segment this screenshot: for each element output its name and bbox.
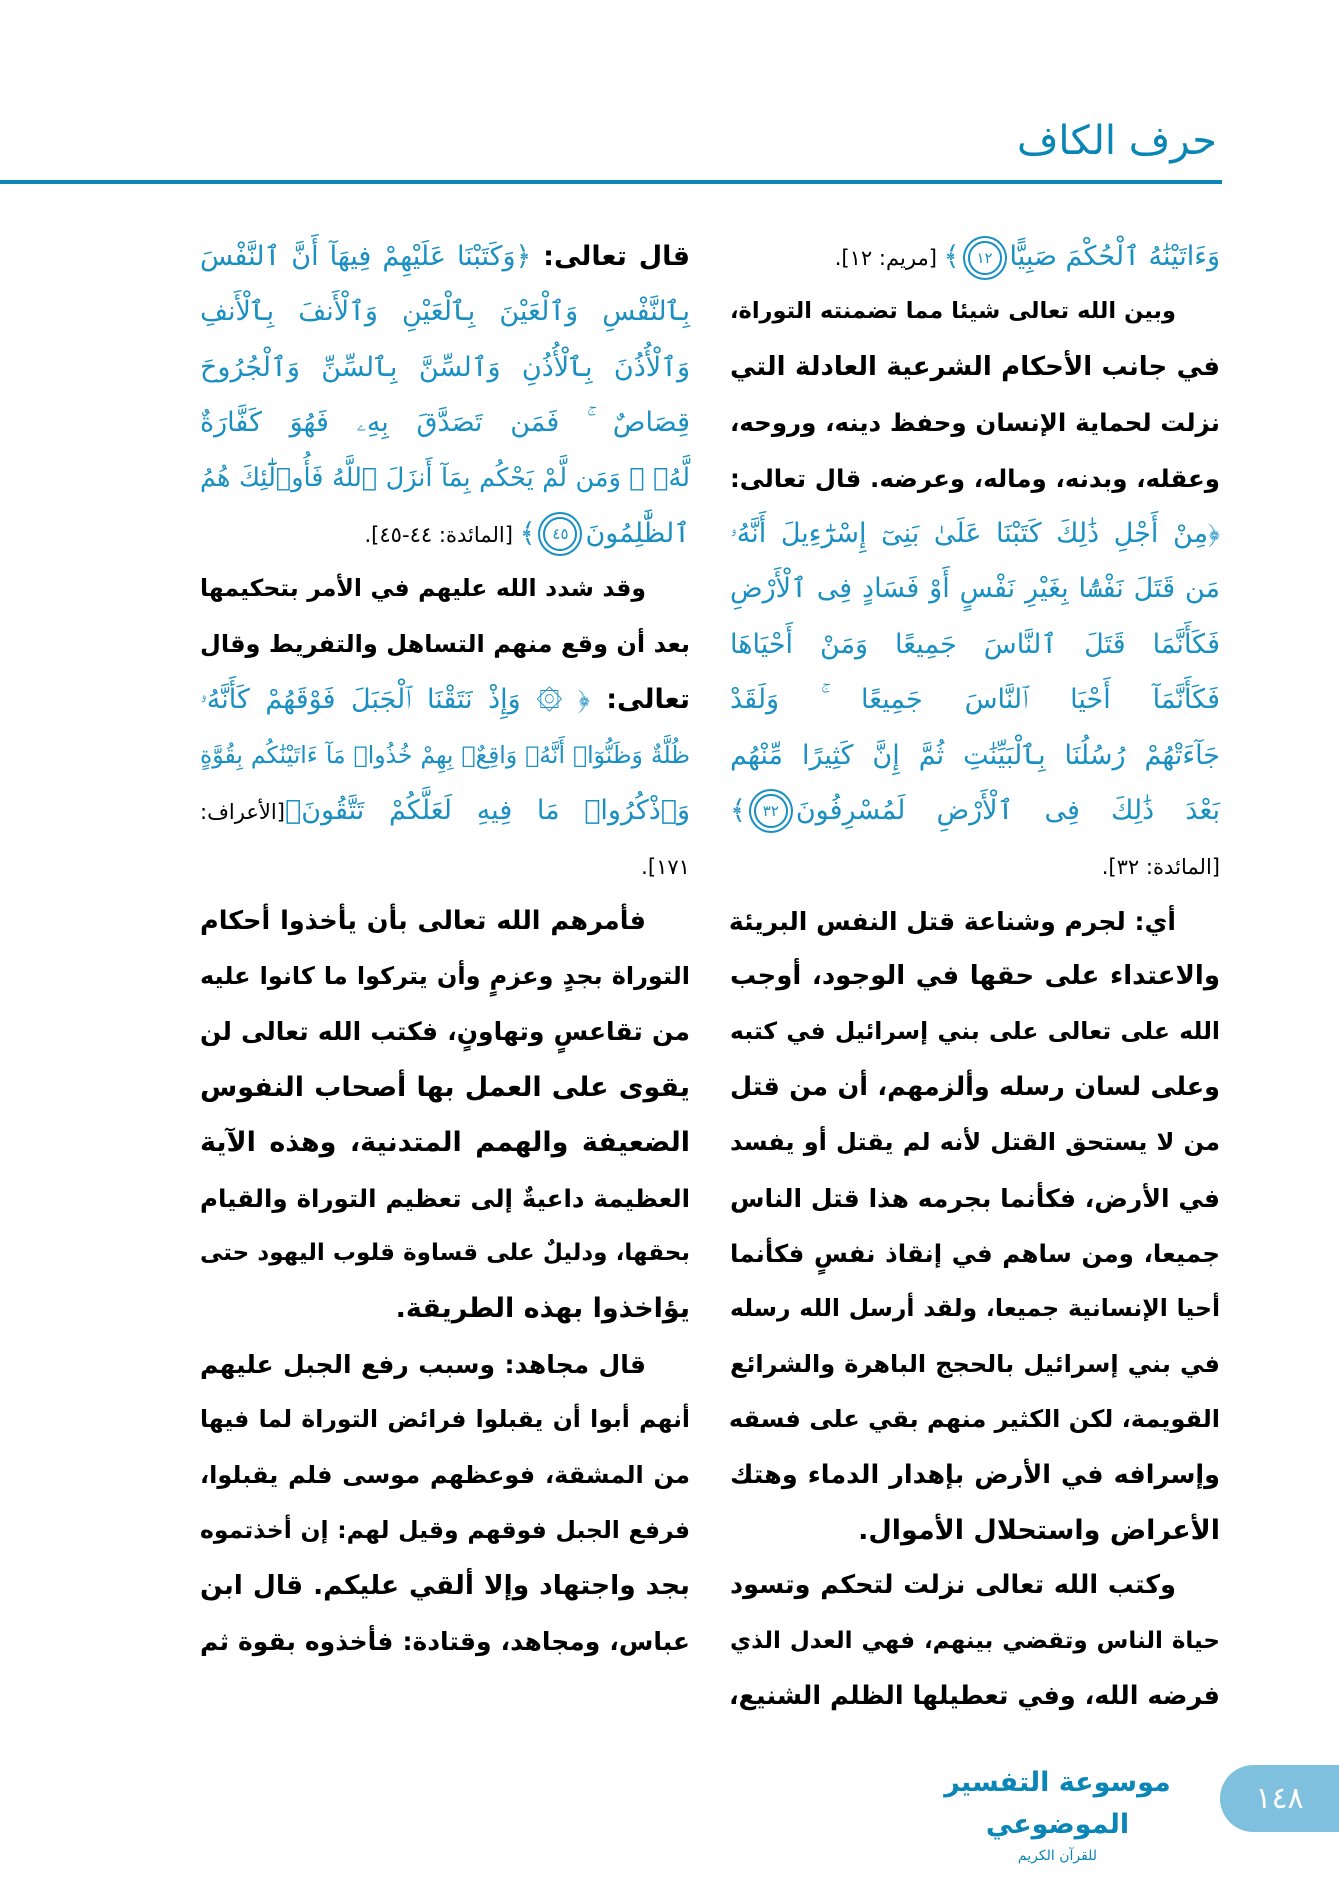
citation-reference: [المائدة: ٣٢]. bbox=[1101, 854, 1220, 880]
text-line bbox=[730, 783, 1220, 838]
text-line bbox=[730, 451, 1220, 506]
text-line bbox=[200, 728, 690, 783]
text-line bbox=[730, 506, 1220, 561]
body-text: في جانب الأحكام الشرعية العادلة التي bbox=[730, 351, 1220, 382]
quran-text: ﴿وَكَتَبْنَا عَلَيْهِمْ فِيهَآ أَنَّ ٱلنَّفْسَ bbox=[200, 241, 532, 272]
body-text: الأعراض واستحلال الأموال. bbox=[858, 1514, 1220, 1546]
logo-subtitle: للقرآن الكريم bbox=[1017, 1848, 1098, 1864]
body-text: بحقها، ودليلٌ على قساوة قلوب اليهود حتى bbox=[200, 1240, 690, 1267]
body-text: في بني إسرائيل بالحجج الباهرة والشرائع bbox=[730, 1349, 1220, 1378]
text-line bbox=[200, 1226, 690, 1281]
body-text: أي: لجرم وشناعة قتل النفس البريئة bbox=[728, 906, 1176, 936]
text-line bbox=[730, 1004, 1220, 1059]
body-text: عباس، ومجاهد، وقتادة: فأخذوه بقوة ثم bbox=[200, 1626, 690, 1656]
text-line bbox=[730, 1392, 1220, 1447]
body-text: في الأرض، فكأنما بجرمه هذا قتل الناس bbox=[730, 1183, 1220, 1213]
quran-text: قِصَاصٌ ۚ فَمَن تَصَدَّقَ بِهِۦ فَهُوَ كَفَّارَةٌ bbox=[200, 407, 690, 439]
body-text: أنهم أبوا أن يقبلوا فرائض التوراة لما فيها bbox=[200, 1405, 690, 1434]
citation-reference: ١٧١]. bbox=[641, 854, 690, 880]
text-line bbox=[730, 728, 1220, 783]
text-line bbox=[200, 617, 690, 672]
quran-text: مَن قَتَلَ نَفْسًۢا بِغَيْرِ نَفْسٍ أَوْ فَسَادٍ فِى ٱلْأَرْضِ bbox=[730, 573, 1220, 605]
text-line bbox=[730, 395, 1220, 450]
body-text: القويمة، لكن الكثير منهم بقي على فسقه bbox=[728, 1405, 1220, 1434]
body-text: أحيا الإنسانية جميعا، ولقد أرسل الله رسله bbox=[730, 1294, 1220, 1323]
text-line bbox=[730, 284, 1220, 339]
text-line bbox=[200, 395, 690, 450]
ornate-bracket: ﴾ bbox=[943, 241, 960, 272]
text-line bbox=[200, 1171, 690, 1226]
text-line bbox=[730, 1060, 1220, 1115]
ornate-bracket: ﴾ bbox=[519, 517, 536, 549]
text-line bbox=[200, 284, 690, 339]
body-text: من المشقة، فوعظهم موسى فلم يقبلوا، bbox=[200, 1460, 690, 1489]
text-line bbox=[200, 894, 690, 949]
body-text: فأمرهم الله تعالى بأن يأخذوا أحكام bbox=[200, 905, 646, 936]
text-line bbox=[730, 1448, 1220, 1503]
body-text: الضعيفة والهمم المتدنية، وهذه الآية bbox=[200, 1127, 690, 1159]
body-text: بعد أن وقع منهم التساهل والتفريط وقال bbox=[200, 629, 690, 658]
body-text: من تقاعسٍ وتهاونٍ، فكتب الله تعالى لن bbox=[200, 1017, 690, 1047]
quran-text: فَكَأَنَّمَا قَتَلَ ٱلنَّاسَ جَمِيعًا وَمَنْ أَحْيَاهَا bbox=[730, 628, 1220, 660]
encyclopedia-logo bbox=[930, 1762, 1185, 1864]
verse-number-marker: ١٢ bbox=[968, 241, 1002, 275]
text-line bbox=[200, 783, 690, 838]
body-text: وعلى لسان رسله وألزمهم، أن من قتل bbox=[730, 1071, 1220, 1102]
citation-reference: [مريم: ١٢]. bbox=[834, 245, 944, 270]
quran-text: لَّهُۥ ۚ وَمَن لَّمْ يَحْكُم بِمَآ أَنزَلَ ٱللَّهُ فَأُو۟لَٰٓئِكَ هُمُ bbox=[200, 462, 690, 493]
body-text: وكتب الله تعالى نزلت لتحكم وتسود bbox=[730, 1570, 1176, 1601]
quran-text: فَكَأَنَّمَآ أَحْيَا ٱلنَّاسَ جَمِيعًا ۚ وَلَقَدْ bbox=[730, 684, 1220, 716]
text-line bbox=[730, 838, 1220, 893]
text-line bbox=[200, 949, 690, 1004]
logo-title: موسوعة التفسير الموضوعي bbox=[944, 1767, 1171, 1840]
quran-text: جَآءَتْهُمْ رُسُلُنَا بِٱلْبَيِّنَٰتِ ثُمَّ إِنَّ كَثِيرًا مِّنْهُم bbox=[730, 739, 1220, 771]
quran-text: ٱلظَّٰلِمُونَ bbox=[585, 517, 690, 549]
text-line bbox=[200, 340, 690, 395]
ornate-bracket: ﴾ bbox=[730, 794, 746, 826]
chapter-title: حرف الكاف bbox=[1016, 118, 1217, 164]
body-text: من لا يستحق القتل لأنه لم يقتل أو يفسد bbox=[730, 1128, 1220, 1157]
body-text: حياة الناس وتقضي بينهم، فهي العدل الذي bbox=[730, 1627, 1220, 1654]
text-line bbox=[200, 1281, 690, 1336]
quran-text: وَٱذْكُرُوا۟ مَا فِيهِ لَعَلَّكُمْ تَتَّقُونَ﴾ bbox=[285, 794, 690, 826]
body-text: نزلت لحماية الإنسان وحفظ دينه، وروحه، bbox=[730, 408, 1220, 438]
body-text: قال تعالى: bbox=[531, 241, 690, 272]
quran-text: وَٱلْأُذُنَ بِٱلْأُذُنِ وَٱلسِّنَّ بِٱلسِّنِّ وَٱلْجُرُوحَ bbox=[200, 351, 690, 383]
body-text: فرضه الله، وفي تعطيلها الظلم الشنيع، bbox=[728, 1681, 1220, 1712]
text-line bbox=[200, 1558, 690, 1613]
text-line bbox=[200, 1448, 690, 1503]
left-column bbox=[200, 229, 690, 1669]
text-line bbox=[730, 1614, 1220, 1669]
header-divider bbox=[0, 180, 1222, 184]
text-line bbox=[730, 1115, 1220, 1170]
quran-text: ظُلَّةٌ وَظَنُّوٓا۟ أَنَّهُۥ وَاقِعٌۢ بِهِمْ خُذُوا۟ مَآ ءَاتَيْنَٰكُم بِقُوَّةٍ bbox=[200, 740, 690, 769]
text-line bbox=[200, 229, 690, 284]
quran-text: ﴿ ۞ وَإِذْ نَتَقْنَا ٱلْجَبَلَ فَوْقَهُمْ كَأَنَّهُۥ bbox=[200, 684, 590, 716]
text-line bbox=[200, 1503, 690, 1558]
body-text: والاعتداء على حقها في الوجود، أوجب bbox=[730, 961, 1220, 992]
body-text: العظيمة داعيةٌ إلى تعظيم التوراة والقيام bbox=[200, 1183, 690, 1213]
text-line bbox=[200, 1614, 690, 1669]
page-number-badge: ١٤٨ bbox=[1220, 1765, 1339, 1832]
quran-text: وَءَاتَيْنَٰهُ ٱلْحُكْمَ صَبِيًّا bbox=[1009, 241, 1220, 272]
text-line bbox=[730, 617, 1220, 672]
text-line bbox=[730, 1226, 1220, 1281]
verse-number-marker: ٣٢ bbox=[754, 794, 788, 828]
quran-text: بِٱلنَّفْسِ وَٱلْعَيْنَ بِٱلْعَيْنِ وَٱلْأَنفَ بِٱلْأَنفِ bbox=[200, 296, 690, 328]
text-line bbox=[730, 561, 1220, 616]
body-text: بجد واجتهاد وإلا ألقي عليكم. قال ابن bbox=[200, 1570, 690, 1602]
text-line bbox=[730, 1503, 1220, 1558]
body-text: قال مجاهد: وسبب رفع الجبل عليهم bbox=[200, 1349, 646, 1379]
quran-text: بَعْدَ ذَٰلِكَ فِى ٱلْأَرْضِ لَمُسْرِفُونَ bbox=[795, 794, 1220, 826]
right-column bbox=[730, 229, 1220, 1725]
body-text: تعالى: bbox=[589, 684, 691, 716]
body-text: يؤاخذوا بهذه الطريقة. bbox=[395, 1293, 690, 1325]
text-line bbox=[200, 672, 690, 727]
body-text: وإسرافه في الأرض بإهدار الدماء وهتك bbox=[730, 1459, 1220, 1490]
body-text: وبين الله تعالى شيئا مما تضمنته التوراة، bbox=[730, 298, 1176, 325]
body-text: وقد شدد الله عليهم في الأمر بتحكيمها bbox=[200, 574, 646, 603]
body-text: الله على تعالى على بني إسرائيل في كتبه bbox=[730, 1017, 1220, 1046]
text-line bbox=[730, 894, 1220, 949]
body-text: فرفع الجبل فوقهم وقيل لهم: إن أخذتموه bbox=[200, 1515, 690, 1544]
verse-number-marker: ٤٥ bbox=[543, 517, 577, 551]
text-line bbox=[730, 1281, 1220, 1336]
text-line bbox=[200, 561, 690, 616]
body-text: يقوى على العمل بها أصحاب النفوس bbox=[200, 1071, 690, 1103]
text-line bbox=[730, 229, 1220, 284]
body-text: وعقله، وبدنه، وماله، وعرضه. قال تعالى: bbox=[730, 463, 1220, 493]
text-line bbox=[730, 1669, 1220, 1724]
body-text: التوراة بجدٍ وعزمٍ وأن يتركوا ما كانوا عليه bbox=[200, 962, 690, 991]
text-line bbox=[200, 838, 690, 893]
text-line bbox=[730, 949, 1220, 1004]
text-line bbox=[730, 1171, 1220, 1226]
text-line bbox=[730, 1558, 1220, 1613]
text-line bbox=[730, 672, 1220, 727]
text-line bbox=[200, 1392, 690, 1447]
body-text: جميعا، ومن ساهم في إنقاذ نفسٍ فكأنما bbox=[730, 1239, 1220, 1269]
text-line bbox=[200, 1004, 690, 1059]
text-line bbox=[200, 506, 690, 561]
text-line bbox=[200, 1060, 690, 1115]
text-line bbox=[200, 1337, 690, 1392]
citation-reference: [المائدة: ٤٤-٤٥]. bbox=[364, 521, 520, 547]
citation-reference: [الأعراف: bbox=[200, 798, 285, 824]
text-line bbox=[200, 451, 690, 506]
text-line bbox=[730, 1337, 1220, 1392]
quran-text: ﴿مِنْ أَجْلِ ذَٰلِكَ كَتَبْنَا عَلَىٰ بَنِىٓ إِسْرَٰٓءِيلَ أَنَّهُۥ bbox=[730, 517, 1220, 549]
text-line bbox=[200, 1115, 690, 1170]
text-line bbox=[730, 340, 1220, 395]
